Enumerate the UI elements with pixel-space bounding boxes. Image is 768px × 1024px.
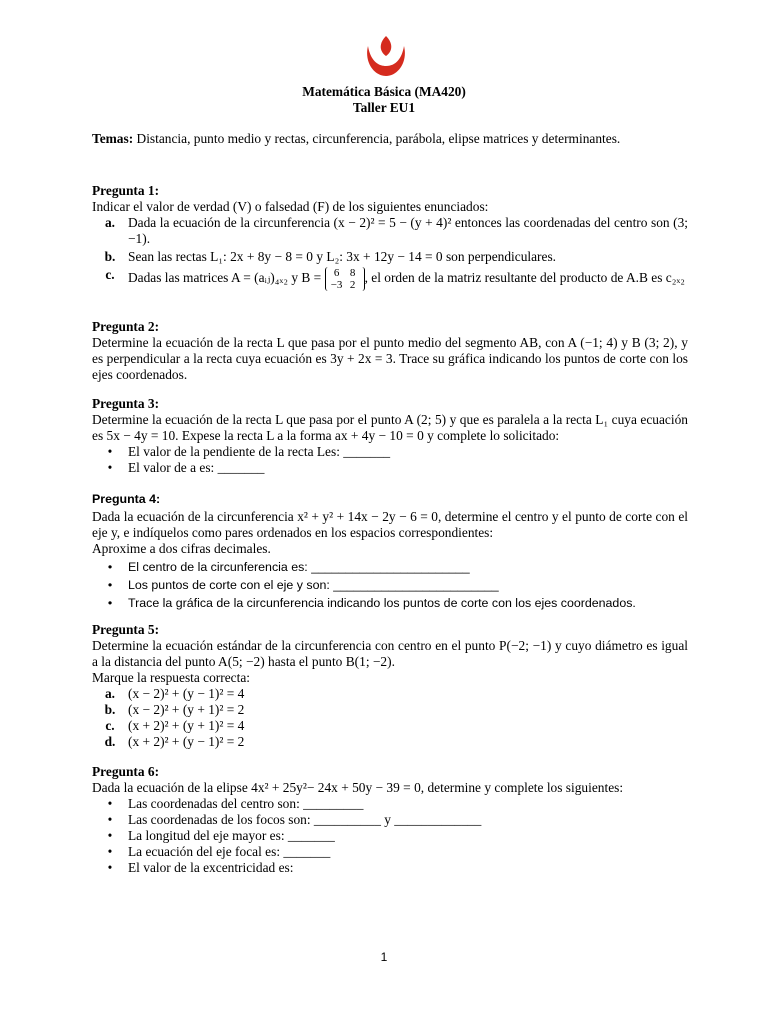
question-6-bullet [92, 828, 688, 844]
question-3-bullet [92, 444, 688, 460]
course-title: Matemática Básica (MA420) [302, 84, 466, 99]
bullet-icon: • [107, 596, 113, 610]
question-2 [92, 319, 688, 383]
question-1-item-c [92, 267, 688, 291]
option-label: b. [104, 702, 116, 717]
item-label: c. [105, 267, 115, 282]
question-5-option [92, 734, 688, 750]
item-text: Sean las rectas L₁: 2x + 8y − 8 = 0 y L₂: 3x + 12y − 14 = 0 son perpendiculares. [128, 249, 557, 264]
question-5-title: Pregunta 5: [92, 622, 160, 637]
question-5-text: Determine la ecuación estándar de la circunferencia con centro en el punto P(−2; −1) y cuyo diámetro es igual a la distancia del punto A(5; −2) hasta el punto B(1; −2). [92, 638, 688, 669]
bullet-text: Trace la gráfica de la circunferencia indicando los puntos de corte con los ejes coordenados. [128, 596, 636, 610]
question-5-option [92, 686, 688, 702]
bullet-text: Las coordenadas del centro son: _________ [128, 796, 364, 811]
bullet-text: La ecuación del eje focal es: _______ [128, 844, 331, 859]
question-6-text: Dada la ecuación de la elipse 4x² + 25y²− 24x + 50y − 39 = 0, determine y complete los siguientes: [92, 780, 624, 795]
bullet-text: La longitud del eje mayor es: _______ [128, 828, 335, 843]
workshop-title: Taller EU1 [352, 100, 416, 115]
bullet-icon: • [107, 460, 113, 475]
matrix-cell: −3 [330, 279, 343, 291]
matrix-b [325, 267, 365, 291]
item-label: b. [104, 249, 116, 264]
question-5-text-2: Marque la respuesta correcta: [92, 670, 251, 685]
bullet-text: El valor de a es: _______ [128, 460, 265, 475]
bullet-text: El centro de la circunferencia es: _______________________ [128, 560, 470, 574]
question-1-item-a [92, 215, 688, 247]
question-5-option [92, 718, 688, 734]
item-text-part-a: Dadas las matrices A = (aᵢⱼ)₄ₓ₂ y B = [128, 270, 325, 286]
bullet-icon: • [107, 560, 113, 574]
bullet-text: El valor de la excentricidad es: [128, 860, 294, 875]
question-4-bullet [92, 595, 688, 611]
question-6-bullet [92, 844, 688, 860]
matrix-cell: 6 [333, 267, 340, 279]
question-6-bullet [92, 796, 688, 812]
question-2-title: Pregunta 2: [92, 319, 160, 334]
question-6 [92, 764, 688, 876]
question-4-bullet [92, 577, 688, 593]
topics-label: Temas: [92, 131, 134, 146]
question-4 [92, 491, 688, 611]
bullet-icon: • [107, 828, 113, 843]
question-4-text: Dada la ecuación de la circunferencia x² + y² + 14x − 2y − 6 = 0, determine el centro y el punto de corte con el eje y, e indíquelos como pares ordenados en los espacios correspondientes: [92, 509, 688, 540]
matrix-cell: 8 [349, 267, 356, 279]
question-4-text-2: Aproxime a dos cifras decimales. [92, 541, 271, 556]
question-5-option [92, 702, 688, 718]
bullet-icon: • [107, 796, 113, 811]
option-label: a. [104, 686, 116, 701]
item-label: a. [104, 215, 116, 230]
question-6-title: Pregunta 6: [92, 764, 160, 779]
question-4-bullet [92, 559, 688, 575]
question-3-title: Pregunta 3: [92, 396, 160, 411]
option-text: (x + 2)² + (y − 1)² = 2 [128, 734, 245, 749]
bullet-text: El valor de la pendiente de la recta Les: _______ [128, 444, 391, 459]
question-4-title: Pregunta 4: [92, 492, 161, 506]
bullet-icon: • [107, 812, 113, 827]
bullet-icon: • [107, 844, 113, 859]
topics-text: Distancia, punto medio y rectas, circunferencia, parábola, elipse matrices y determinantes. [136, 131, 621, 146]
matrix-cell: 2 [349, 279, 356, 291]
topics-line [92, 131, 688, 147]
bullet-icon: • [107, 578, 113, 592]
question-2-text: Determine la ecuación de la recta L que pasa por el punto medio del segmento AB, con A (−1; 4) y B (3; 2), y es perpendicular a la recta cuya ecuación es 3y + 2x = 3. Trace su gráfica indicando los puntos de corte con los ejes coordenados. [92, 335, 688, 382]
item-text: Dada la ecuación de la circunferencia (x − 2)² = 5 − (y + 4)² entonces las coordenadas del centro son (3; −1). [128, 215, 688, 246]
item-text [128, 267, 688, 291]
question-3 [92, 396, 688, 476]
question-3-text: Determine la ecuación de la recta L que pasa por el punto A (2; 5) y que es paralela a la recta L₁ cuya ecuación es 5x − 4y = 10. Expese la recta L a la forma ax + 4y − 10 = 0 y complete lo solicitado: [92, 412, 688, 443]
option-text: (x + 2)² + (y + 1)² = 4 [128, 718, 245, 733]
bullet-text: Los puntos de corte con el eje y son: ________________________ [128, 578, 499, 592]
option-text: (x − 2)² + (y − 1)² = 4 [128, 686, 245, 701]
question-3-bullet [92, 460, 688, 476]
question-5 [92, 622, 688, 750]
option-text: (x − 2)² + (y + 1)² = 2 [128, 702, 245, 717]
question-6-bullet [92, 860, 688, 876]
bullet-icon: • [107, 860, 113, 875]
bullet-text: Las coordenadas de los focos son: __________ y _____________ [128, 812, 482, 827]
page-number: 1 [380, 950, 388, 964]
question-1-title: Pregunta 1: [92, 183, 160, 198]
question-6-bullet [92, 812, 688, 828]
option-label: d. [104, 734, 116, 749]
question-1-item-b [92, 249, 688, 265]
item-text-part-b: , el orden de la matriz resultante del producto de A.B es c₂ₓ₂ [364, 270, 685, 286]
question-1 [92, 183, 688, 291]
question-1-intro: Indicar el valor de verdad (V) o falsedad (F) de los siguientes enunciados: [92, 199, 489, 214]
university-logo [364, 34, 408, 80]
option-label: c. [105, 718, 115, 733]
bullet-icon: • [107, 444, 113, 459]
